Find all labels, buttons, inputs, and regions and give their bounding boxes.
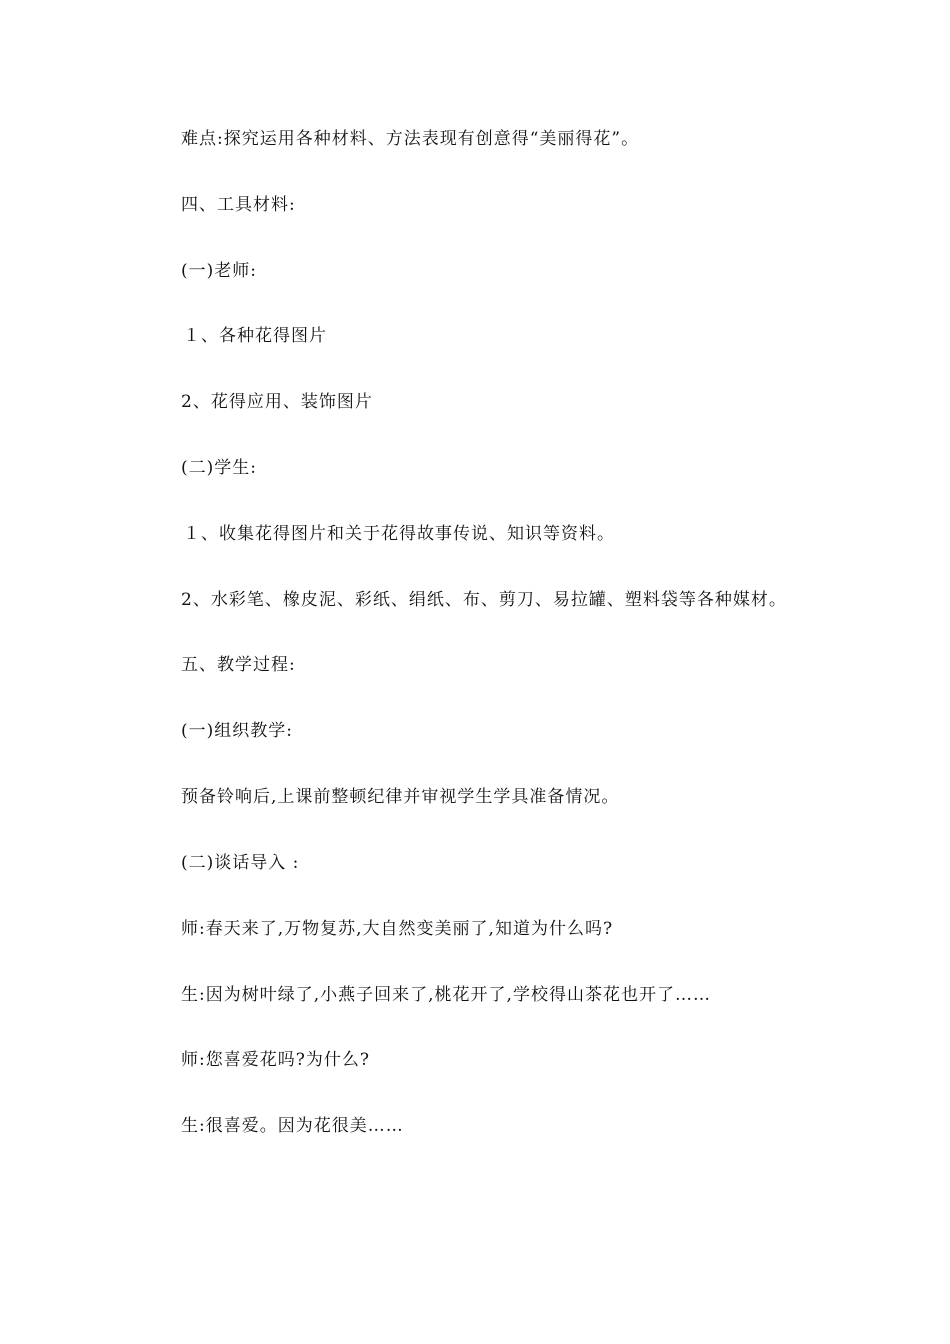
- subheading-teacher: (一)老师:: [181, 261, 257, 281]
- dialogue-line-student-1: 生:因为树叶绿了,小燕子回来了,桃花开了,学校得山茶花也开了……: [181, 985, 711, 1005]
- teacher-item-2: 2、花得应用、装饰图片: [181, 392, 373, 412]
- student-item-2: 2、水彩笔、橡皮泥、彩纸、绢纸、布、剪刀、易拉罐、塑料袋等各种媒材。: [181, 590, 787, 610]
- student-item-1: １、收集花得图片和关于花得故事传说、知识等资料。: [183, 524, 615, 544]
- organize-teaching-text: 预备铃响后,上课前整顿纪律并审视学生学具准备情况。: [181, 787, 620, 807]
- difficulty-line: 难点:探究运用各种材料、方法表现有创意得“美丽得花”。: [181, 129, 640, 149]
- teacher-item-1: １、各种花得图片: [183, 326, 327, 346]
- dialogue-line-student-2: 生:很喜爱。因为花很美……: [181, 1116, 404, 1136]
- section-heading-tools-materials: 四、工具材料:: [181, 195, 296, 215]
- subheading-conversation-intro: (二)谈话导入 :: [181, 853, 300, 873]
- subheading-organize-teaching: (一)组织教学:: [181, 721, 293, 741]
- dialogue-line-teacher-2: 师:您喜爱花吗?为什么?: [181, 1050, 370, 1070]
- dialogue-line-teacher-1: 师:春天来了,万物复苏,大自然变美丽了,知道为什么吗?: [181, 919, 614, 939]
- subheading-students: (二)学生:: [181, 458, 257, 478]
- section-heading-teaching-process: 五、教学过程:: [181, 655, 296, 675]
